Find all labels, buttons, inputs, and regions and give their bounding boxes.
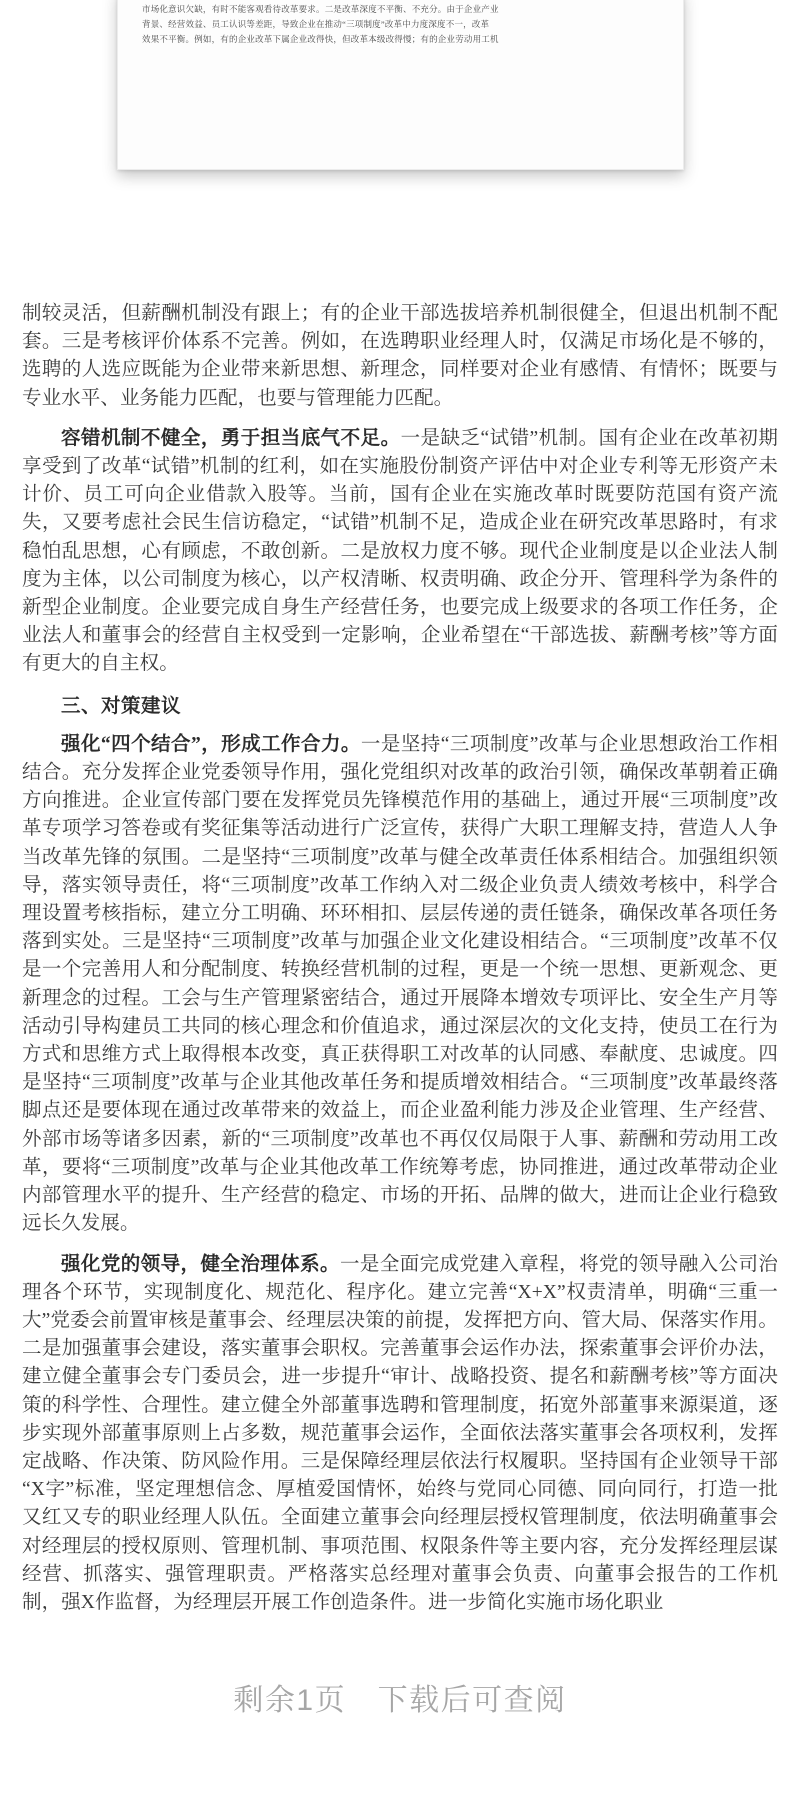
preview-text-line: 效果不平衡。例如，有的企业改革下属企业改得快，但改革本级改得慢；有的企业劳动用工机	[142, 34, 499, 44]
preview-text-line: 背景、经营效益、员工认识等差距，导致企业在推动“三项制度”改革中力度深度不一，改革	[142, 19, 490, 29]
document-page-card[interactable]	[117, 0, 684, 170]
paragraph-body-text: 一是缺乏“试错”机制。国有企业在改革初期享受到了改革“试错”机制的红利，如在实施股份制资产评估中对企业专利等无形资产未计价、员工可向企业借款入股等。当前，国有企业在实施改革时既要防范国有资产流失，又要考虑社会民生信访稳定，“试错”机制不足，造成企业在研究改革思路时，有求稳怕乱思想，心有顾虑，不敢创新。二是放权力度不够。现代企业制度是以企业法人制度为主体，以公司制度为核心，以产权清晰、权责明确、政企分开、管理科学为条件的新型企业制度。企业要完成自身生产经营任务，也要完成上级要求的各项工作任务，企业法人和董事会的经营自主权受到一定影响，企业希望在“干部选拔、薪酬考核”等方面有更大的自主权。	[22, 427, 779, 675]
section-heading-countermeasures: 三、对策建议	[61, 695, 182, 717]
paragraph-body-text: 一是全面完成党建入章程，将党的领导融入公司治理各个环节，实现制度化、规范化、程序化。建立完善“X+X”权责清单，明确“三重一大”党委会前置审核是董事会、经理层决策的前提，发挥把方向、管大局、保落实作用。二是加强董事会建设，落实董事会职权。完善董事会运作办法，探索董事会评价办法，建立健全董事会专门委员会，进一步提升“审计、战略投资、提名和薪酬考核”等方面决策的科学性、合理性。建立健全外部董事选聘和管理制度，拓宽外部董事来源渠道，逐步实现外部董事原则上占多数，规范董事会运作，全面依法落实董事会各项权利，发挥定战略、作决策、防风险作用。三是保障经理层依法行权履职。坚持国有企业领导干部“X字”标准，坚定理想信念、厚植爱国情怀，始终与党同心同德、同向同行，打造一批又红又专的职业经理人队伍。全面建立董事会向经理层授权管理制度，依法明确董事会对经理层的授权原则、管理机制、事项范围、权限条件等主要内容，充分发挥经理层谋经营、抓落实、强管理职责。严格落实总经理对董事会负责、向董事会报告的工作机制，强X作监督，为经理层开展工作创造条件。进一步简化实施市场化职业	[22, 1253, 779, 1613]
paragraph-continued: 制较灵活，但薪酬机制没有跟上；有的企业干部选拔培养机制很健全，但退出机制不配套。三是考核评价体系不完善。例如，在选聘职业经理人时，仅满足市场化是不够的，选聘的人选应既能为企业带来新思想、新理念，同样要对企业有感情、有情怀；既要与专业水平、业务能力匹配，也要与管理能力匹配。	[22, 303, 778, 409]
document-body	[0, 300, 800, 1795]
paragraph-four-combinations	[22, 731, 778, 1239]
page-card-content	[118, 0, 683, 47]
paragraph-tolerance-mechanism	[22, 425, 778, 679]
remaining-pages-label: 剩余1页 下载后可查阅	[233, 1684, 567, 1718]
remaining-pages-footer	[22, 1679, 778, 1795]
paragraph-lead-in: 容错机制不健全，勇于担当底气不足。	[61, 427, 401, 449]
paragraph-lead-in: 强化“四个结合”，形成工作合力。	[61, 733, 361, 755]
paragraph-party-leadership	[22, 1251, 778, 1618]
paragraph-lead-in: 强化党的领导，健全治理体系。	[61, 1253, 340, 1275]
page-preview-region	[0, 0, 800, 300]
preview-text-line: 市场化意识欠缺，有时不能客观看待改革要求。二是改革深度不平衡、不充分。由于企业产业	[142, 4, 499, 14]
paragraph-body-text: 一是坚持“三项制度”改革与企业思想政治工作相结合。充分发挥企业党委领导作用，强化党组织对改革的政治引领，确保改革朝着正确方向推进。企业宣传部门要在发挥党员先锋模范作用的基础上，通过开展“三项制度”改革专项学习答卷或有奖征集等活动进行广泛宣传，获得广大职工理解支持，营造人人争当改革先锋的氛围。二是坚持“三项制度”改革与健全改革责任体系相结合。加强组织领导，落实领导责任，将“三项制度”改革工作纳入对二级企业负责人绩效考核中，科学合理设置考核指标，建立分工明确、环环相扣、层层传递的责任链条，确保改革各项任务落到实处。三是坚持“三项制度”改革与加强企业文化建设相结合。“三项制度”改革不仅是一个完善用人和分配制度、转换经营机制的过程，更是一个统一思想、更新观念、更新理念的过程。工会与生产管理紧密结合，通过开展降本增效专项评比、安全生产月等活动引导构建员工共同的核心理念和价值追求，通过深层次的文化支持，使员工在行为方式和思维方式上取得根本改变，真正获得职工对改革的认同感、奉献度、忠诚度。四是坚持“三项制度”改革与企业其他改革任务和提质增效相结合。“三项制度”改革最终落脚点还是要体现在通过改革带来的效益上，而企业盈利能力涉及企业管理、生产经营、外部市场等诸多因素，新的“三项制度”改革也不再仅仅局限于人事、薪酬和劳动用工改革，要将“三项制度”改革与企业其他改革工作统筹考虑，协同推进，通过改革带动企业内部管理水平的提升、生产经营的稳定、市场的开拓、品牌的做大，进而让企业行稳致远长久发展。	[22, 733, 778, 1235]
